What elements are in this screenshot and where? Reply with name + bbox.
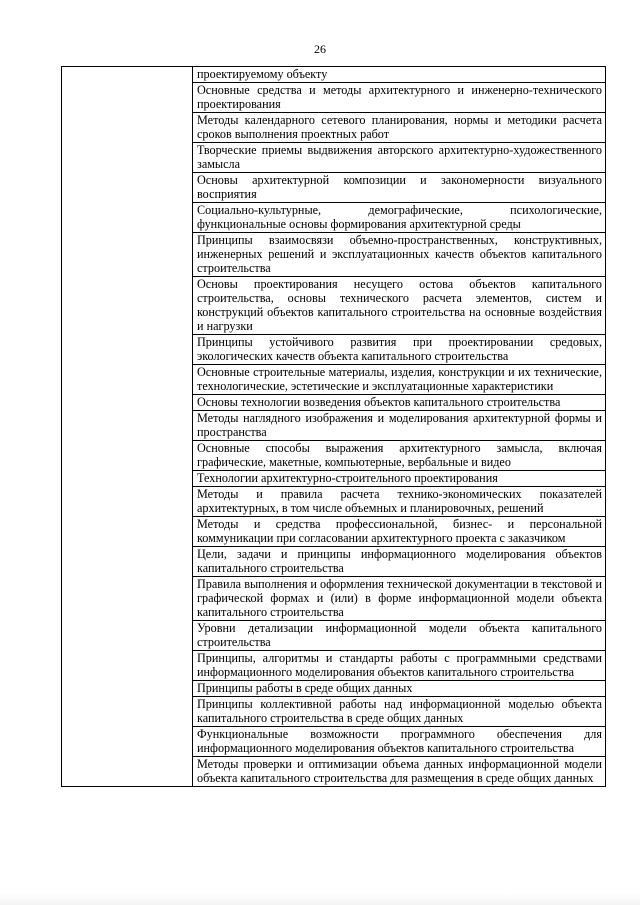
knowledge-item: Принципы коллективной работы над информационной моделью объекта капитального строительства в среде общих данных (193, 697, 606, 727)
knowledge-item: Принципы, алгоритмы и стандарты работы с программными средствами информационного моделирования объектов капитального строительства (193, 651, 606, 681)
knowledge-item: Основы архитектурной композиции и закономерности визуального восприятия (193, 173, 606, 203)
table-body (62, 67, 606, 787)
knowledge-item: Уровни детализации информационной модели объекта капитального строительства (193, 621, 606, 651)
knowledge-item: Методы наглядного изображения и моделирования архитектурной формы и пространства (193, 411, 606, 441)
knowledge-item: Основы технологии возведения объектов капитального строительства (193, 395, 606, 411)
knowledge-item: Методы и средства профессиональной, бизнес- и персональной коммуникации при согласовании архитектурного проекта с заказчиком (193, 517, 606, 547)
knowledge-item: проектируемому объекту (193, 67, 606, 83)
knowledge-item: Принципы устойчивого развития при проектировании средовых, экологических качеств объекта капитального строительства (193, 335, 606, 365)
knowledge-item: Социально-культурные, демографические, психологические, функциональные основы формирования архитектурной среды (193, 203, 606, 233)
table-row (62, 67, 606, 83)
knowledge-item: Основные способы выражения архитектурного замысла, включая графические, макетные, компьютерные, вербальные и видео (193, 441, 606, 471)
page-bottom-edge (0, 893, 640, 905)
knowledge-item: Функциональные возможности программного обеспечения для информационного моделирования объектов капитального строительства (193, 727, 606, 757)
knowledge-item: Основные средства и методы архитектурного и инженерно-технического проектирования (193, 83, 606, 113)
knowledge-item: Технологии архитектурно-строительного проектирования (193, 471, 606, 487)
knowledge-item: Основные строительные материалы, изделия, конструкции и их технические, технологические, эстетические и эксплуатационные характеристики (193, 365, 606, 395)
knowledge-item: Принципы работы в среде общих данных (193, 681, 606, 697)
knowledge-table (61, 66, 606, 787)
knowledge-item: Методы календарного сетевого планирования, нормы и методики расчета сроков выполнения проектных работ (193, 113, 606, 143)
page-number: 26 (314, 42, 326, 56)
knowledge-item: Принципы взаимосвязи объемно-пространственных, конструктивных, инженерных решений и эксплуатационных качеств объектов капитального строительства (193, 233, 606, 277)
left-column-cell (62, 67, 193, 787)
knowledge-item: Правила выполнения и оформления технической документации в текстовой и графической формах и (или) в форме информационной модели объекта капитального строительства (193, 577, 606, 621)
knowledge-item: Цели, задачи и принципы информационного моделирования объектов капитального строительства (193, 547, 606, 577)
knowledge-item: Методы и правила расчета технико-экономических показателей архитектурных, в том числе объемных и планировочных, решений (193, 487, 606, 517)
knowledge-item: Творческие приемы выдвижения авторского архитектурно-художественного замысла (193, 143, 606, 173)
knowledge-item: Основы проектирования несущего остова объектов капитального строительства, основы технического расчета элементов, систем и конструкций объектов капитального строительства на основные воздействия и нагрузки (193, 277, 606, 335)
knowledge-item: Методы проверки и оптимизации объема данных информационной модели объекта капитального строительства для размещения в среде общих данных (193, 757, 606, 787)
